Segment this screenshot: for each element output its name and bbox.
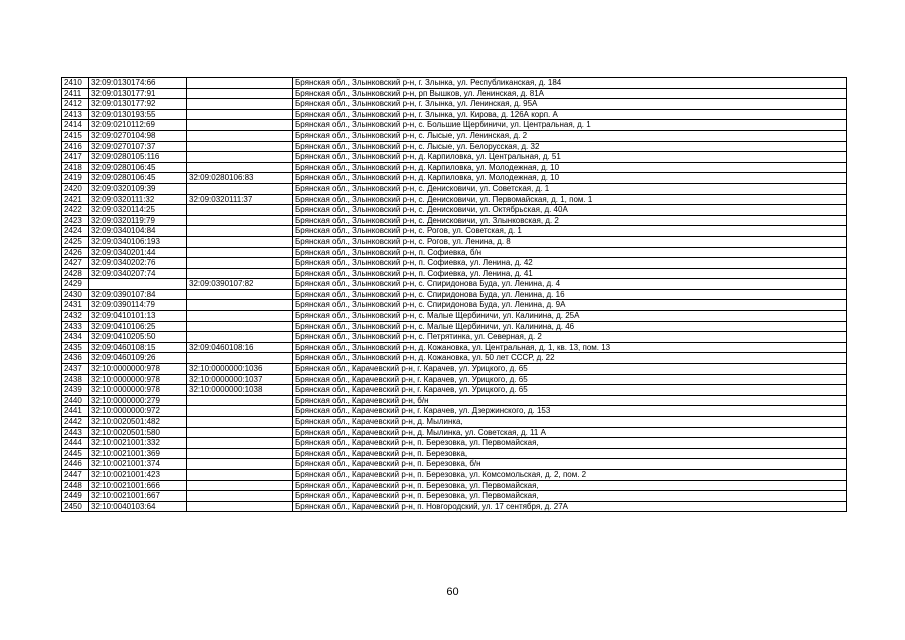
table-row: [62, 162, 847, 173]
cadastral-number-cell: 32:10:0021001:332: [89, 438, 187, 449]
linked-cadastral-number-cell: [187, 258, 293, 269]
row-number-cell: 2427: [62, 258, 89, 269]
table-row: [62, 78, 847, 89]
page-number: 60: [446, 586, 459, 598]
address-cell: Брянская обл., Злынковский р-н, с. Денисковичи, ул. Советская, д. 1: [293, 183, 847, 194]
row-number-cell: 2411: [62, 88, 89, 99]
cadastral-number-cell: 32:09:0390114:79: [89, 300, 187, 311]
row-number-cell: 2444: [62, 438, 89, 449]
address-cell: Брянская обл., Злынковский р-н, г. Злынка, ул. Республиканская, д. 184: [293, 78, 847, 89]
address-cell: Брянская обл., Карачевский р-н, п. Березовка,: [293, 448, 847, 459]
cadastral-number-cell: 32:09:0280105:116: [89, 152, 187, 163]
row-number-cell: 2418: [62, 162, 89, 173]
cadastral-number-cell: 32:09:0460109:26: [89, 353, 187, 364]
cadastral-number-cell: 32:09:0410205:50: [89, 332, 187, 343]
row-number-cell: 2415: [62, 130, 89, 141]
linked-cadastral-number-cell: [187, 152, 293, 163]
linked-cadastral-number-cell: [187, 469, 293, 480]
linked-cadastral-number-cell: [187, 130, 293, 141]
row-number-cell: 2429: [62, 279, 89, 290]
cadastral-number-cell: 32:10:0021001:667: [89, 491, 187, 502]
row-number-cell: 2450: [62, 501, 89, 512]
cadastral-number-cell: 32:09:0390107:84: [89, 289, 187, 300]
address-cell: Брянская обл., Карачевский р-н, г. Карачев, ул. Урицкого, д. 65: [293, 385, 847, 396]
cadastral-number-cell: 32:10:0040103:64: [89, 501, 187, 512]
linked-cadastral-number-cell: [187, 109, 293, 120]
table-row: [62, 385, 847, 396]
address-cell: Брянская обл., Злынковский р-н, п. Софиевка, б/н: [293, 247, 847, 258]
address-cell: Брянская обл., Карачевский р-н, п. Березовка, б/н: [293, 459, 847, 470]
cadastral-number-cell: 32:10:0020501:482: [89, 417, 187, 428]
address-cell: Брянская обл., Злынковский р-н, д. Карпиловка, ул. Молодежная, д. 10: [293, 162, 847, 173]
linked-cadastral-number-cell: [187, 321, 293, 332]
linked-cadastral-number-cell: [187, 120, 293, 131]
address-cell: Брянская обл., Злынковский р-н, г. Злынка, ул. Ленинская, д. 95А: [293, 99, 847, 110]
table-row: [62, 300, 847, 311]
table-row: [62, 279, 847, 290]
cadastral-number-cell: 32:09:0340104:84: [89, 226, 187, 237]
table-row: [62, 141, 847, 152]
table-row: [62, 459, 847, 470]
linked-cadastral-number-cell: [187, 247, 293, 258]
row-number-cell: 2431: [62, 300, 89, 311]
row-number-cell: 2433: [62, 321, 89, 332]
row-number-cell: 2442: [62, 417, 89, 428]
linked-cadastral-number-cell: 32:09:0390107:82: [187, 279, 293, 290]
cadastral-number-cell: 32:10:0000000:978: [89, 364, 187, 375]
table-row: [62, 120, 847, 131]
linked-cadastral-number-cell: [187, 353, 293, 364]
linked-cadastral-number-cell: [187, 226, 293, 237]
cadastral-number-cell: 32:09:0130174:66: [89, 78, 187, 89]
address-cell: Брянская обл., Злынковский р-н, с. Спиридонова Буда, ул. Ленина, д. 4: [293, 279, 847, 290]
address-cell: Брянская обл., Карачевский р-н, г. Карачев, ул. Урицкого, д. 65: [293, 364, 847, 375]
row-number-cell: 2435: [62, 342, 89, 353]
linked-cadastral-number-cell: [187, 501, 293, 512]
linked-cadastral-number-cell: 32:09:0280106:83: [187, 173, 293, 184]
table-row: [62, 88, 847, 99]
row-number-cell: 2416: [62, 141, 89, 152]
address-cell: Брянская обл., Карачевский р-н, п. Березовка, ул. Первомайская,: [293, 438, 847, 449]
table-row: [62, 448, 847, 459]
address-cell: Брянская обл., Злынковский р-н, д. Карпиловка, ул. Центральная, д. 51: [293, 152, 847, 163]
cadastral-number-cell: 32:09:0460108:15: [89, 342, 187, 353]
linked-cadastral-number-cell: 32:10:0000000:1038: [187, 385, 293, 396]
cadastral-number-cell: 32:10:0020501:580: [89, 427, 187, 438]
cadastral-number-cell: 32:10:0000000:978: [89, 374, 187, 385]
address-cell: Брянская обл., Карачевский р-н, п. Новгородский, ул. 17 сентября, д. 27А: [293, 501, 847, 512]
linked-cadastral-number-cell: 32:10:0000000:1037: [187, 374, 293, 385]
row-number-cell: 2439: [62, 385, 89, 396]
cadastral-number-cell: 32:09:0340207:74: [89, 268, 187, 279]
linked-cadastral-number-cell: [187, 162, 293, 173]
address-cell: Брянская обл., Злынковский р-н, рп Вышков, ул. Ленинская, д. 81А: [293, 88, 847, 99]
row-number-cell: 2440: [62, 395, 89, 406]
row-number-cell: 2447: [62, 469, 89, 480]
table-row: [62, 215, 847, 226]
linked-cadastral-number-cell: [187, 395, 293, 406]
cadastral-number-cell: 32:10:0021001:666: [89, 480, 187, 491]
table-row: [62, 501, 847, 512]
address-cell: Брянская обл., Злынковский р-н, г. Злынка, ул. Кирова, д. 126А корп. А: [293, 109, 847, 120]
linked-cadastral-number-cell: [187, 332, 293, 343]
address-cell: Брянская обл., Злынковский р-н, с. Малые Щербиничи, ул. Калинина, д. 46: [293, 321, 847, 332]
table-row: [62, 480, 847, 491]
cadastral-number-cell: 32:10:0000000:972: [89, 406, 187, 417]
row-number-cell: 2432: [62, 311, 89, 322]
address-cell: Брянская обл., Злынковский р-н, с. Малые Щербиничи, ул. Калинина, д. 25А: [293, 311, 847, 322]
table-row: [62, 130, 847, 141]
table-row: [62, 311, 847, 322]
cadastral-number-cell: 32:09:0270104:98: [89, 130, 187, 141]
linked-cadastral-number-cell: 32:09:0320111:37: [187, 194, 293, 205]
table-row: [62, 417, 847, 428]
table-row: [62, 374, 847, 385]
row-number-cell: 2412: [62, 99, 89, 110]
table-row: [62, 332, 847, 343]
linked-cadastral-number-cell: [187, 205, 293, 216]
cadastral-number-cell: 32:09:0320114:25: [89, 205, 187, 216]
linked-cadastral-number-cell: [187, 268, 293, 279]
row-number-cell: 2441: [62, 406, 89, 417]
table-row: [62, 173, 847, 184]
linked-cadastral-number-cell: [187, 99, 293, 110]
linked-cadastral-number-cell: [187, 427, 293, 438]
address-cell: Брянская обл., Карачевский р-н, п. Березовка, ул. Первомайская,: [293, 480, 847, 491]
address-cell: Брянская обл., Злынковский р-н, п. Софиевка, ул. Ленина, д. 42: [293, 258, 847, 269]
linked-cadastral-number-cell: [187, 88, 293, 99]
address-cell: Брянская обл., Злынковский р-н, с. Спиридонова Буда, ул. Ленина, д. 16: [293, 289, 847, 300]
table-row: [62, 152, 847, 163]
row-number-cell: 2413: [62, 109, 89, 120]
linked-cadastral-number-cell: [187, 311, 293, 322]
cadastral-number-cell: 32:09:0410106:25: [89, 321, 187, 332]
cadastral-number-cell: 32:09:0270107:37: [89, 141, 187, 152]
table-row: [62, 406, 847, 417]
row-number-cell: 2425: [62, 236, 89, 247]
registry-table: [61, 77, 847, 512]
cadastral-number-cell: 32:09:0410101:13: [89, 311, 187, 322]
cadastral-number-cell: 32:09:0320109:39: [89, 183, 187, 194]
linked-cadastral-number-cell: [187, 78, 293, 89]
address-cell: Брянская обл., Карачевский р-н, п. Березовка, ул. Комсомольская, д. 2, пом. 2: [293, 469, 847, 480]
row-number-cell: 2423: [62, 215, 89, 226]
linked-cadastral-number-cell: [187, 448, 293, 459]
address-cell: Брянская обл., Карачевский р-н, г. Карачев, ул. Дзержинского, д. 153: [293, 406, 847, 417]
row-number-cell: 2414: [62, 120, 89, 131]
linked-cadastral-number-cell: [187, 417, 293, 428]
table-row: [62, 289, 847, 300]
cadastral-number-cell: 32:09:0340201:44: [89, 247, 187, 258]
row-number-cell: 2438: [62, 374, 89, 385]
row-number-cell: 2417: [62, 152, 89, 163]
table-row: [62, 247, 847, 258]
address-cell: Брянская обл., Карачевский р-н, п. Березовка, ул. Первомайская,: [293, 491, 847, 502]
cadastral-number-cell: 32:09:0130177:92: [89, 99, 187, 110]
linked-cadastral-number-cell: 32:10:0000000:1036: [187, 364, 293, 375]
cadastral-number-cell: 32:10:0021001:369: [89, 448, 187, 459]
cadastral-number-cell: 32:10:0000000:279: [89, 395, 187, 406]
address-cell: Брянская обл., Карачевский р-н, б/н: [293, 395, 847, 406]
table-row: [62, 236, 847, 247]
cadastral-number-cell: 32:09:0320111:32: [89, 194, 187, 205]
address-cell: Брянская обл., Злынковский р-н, с. Спиридонова Буда, ул. Ленина, д. 9А: [293, 300, 847, 311]
linked-cadastral-number-cell: [187, 300, 293, 311]
row-number-cell: 2446: [62, 459, 89, 470]
linked-cadastral-number-cell: [187, 491, 293, 502]
linked-cadastral-number-cell: [187, 459, 293, 470]
linked-cadastral-number-cell: [187, 289, 293, 300]
row-number-cell: 2434: [62, 332, 89, 343]
cadastral-number-cell: 32:10:0000000:978: [89, 385, 187, 396]
row-number-cell: 2419: [62, 173, 89, 184]
address-cell: Брянская обл., Карачевский р-н, д. Мылинка, ул. Советская, д. 11 А: [293, 427, 847, 438]
linked-cadastral-number-cell: [187, 480, 293, 491]
linked-cadastral-number-cell: [187, 183, 293, 194]
row-number-cell: 2426: [62, 247, 89, 258]
linked-cadastral-number-cell: [187, 406, 293, 417]
table-row: [62, 99, 847, 110]
table-row: [62, 205, 847, 216]
cadastral-number-cell: 32:09:0280106:45: [89, 173, 187, 184]
linked-cadastral-number-cell: [187, 438, 293, 449]
row-number-cell: 2430: [62, 289, 89, 300]
table-row: [62, 364, 847, 375]
table-row: [62, 321, 847, 332]
cadastral-number-cell: [89, 279, 187, 290]
row-number-cell: 2410: [62, 78, 89, 89]
address-cell: Брянская обл., Злынковский р-н, д. Кожановка, ул. Центральная, д. 1, кв. 13, пом. 13: [293, 342, 847, 353]
address-cell: Брянская обл., Злынковский р-н, с. Петрятинка, ул. Северная, д. 2: [293, 332, 847, 343]
address-cell: Брянская обл., Злынковский р-н, п. Софиевка, ул. Ленина, д. 41: [293, 268, 847, 279]
cadastral-number-cell: 32:09:0210112:69: [89, 120, 187, 131]
address-cell: Брянская обл., Злынковский р-н, д. Кожановка, ул. 50 лет СССР, д. 22: [293, 353, 847, 364]
cadastral-number-cell: 32:10:0021001:423: [89, 469, 187, 480]
address-cell: Брянская обл., Злынковский р-н, с. Рогов, ул. Советская, д. 1: [293, 226, 847, 237]
cadastral-number-cell: 32:09:0320119:79: [89, 215, 187, 226]
table-row: [62, 183, 847, 194]
cadastral-number-cell: 32:10:0021001:374: [89, 459, 187, 470]
row-number-cell: 2448: [62, 480, 89, 491]
cadastral-number-cell: 32:09:0340202:76: [89, 258, 187, 269]
row-number-cell: 2443: [62, 427, 89, 438]
linked-cadastral-number-cell: [187, 236, 293, 247]
row-number-cell: 2421: [62, 194, 89, 205]
row-number-cell: 2424: [62, 226, 89, 237]
table-row: [62, 395, 847, 406]
linked-cadastral-number-cell: [187, 215, 293, 226]
cadastral-number-cell: 32:09:0340106:193: [89, 236, 187, 247]
table-row: [62, 268, 847, 279]
row-number-cell: 2449: [62, 491, 89, 502]
table-row: [62, 353, 847, 364]
address-cell: Брянская обл., Злынковский р-н, с. Рогов, ул. Ленина, д. 8: [293, 236, 847, 247]
cadastral-number-cell: 32:09:0130177:91: [89, 88, 187, 99]
address-cell: Брянская обл., Злынковский р-н, с. Лысые, ул. Белорусская, д. 32: [293, 141, 847, 152]
row-number-cell: 2428: [62, 268, 89, 279]
registry-table-body: [62, 78, 847, 512]
row-number-cell: 2420: [62, 183, 89, 194]
table-row: [62, 438, 847, 449]
address-cell: Брянская обл., Злынковский р-н, д. Карпиловка, ул. Молодежная, д. 10: [293, 173, 847, 184]
table-row: [62, 226, 847, 237]
table-row: [62, 342, 847, 353]
table-row: [62, 194, 847, 205]
address-cell: Брянская обл., Злынковский р-н, с. Лысые, ул. Ленинская, д. 2: [293, 130, 847, 141]
linked-cadastral-number-cell: 32:09:0460108:16: [187, 342, 293, 353]
table-row: [62, 258, 847, 269]
cadastral-number-cell: 32:09:0130193:55: [89, 109, 187, 120]
cadastral-number-cell: 32:09:0280106:45: [89, 162, 187, 173]
row-number-cell: 2436: [62, 353, 89, 364]
table-row: [62, 469, 847, 480]
address-cell: Брянская обл., Злынковский р-н, с. Денисковичи, ул. Первомайская, д. 1, пом. 1: [293, 194, 847, 205]
address-cell: Брянская обл., Злынковский р-н, с. Денисковичи, ул. Октябрьская, д. 40А: [293, 205, 847, 216]
address-cell: Брянская обл., Карачевский р-н, д. Мылинка,: [293, 417, 847, 428]
address-cell: Брянская обл., Злынковский р-н, с. Денисковичи, ул. Злынковская, д. 2: [293, 215, 847, 226]
row-number-cell: 2437: [62, 364, 89, 375]
row-number-cell: 2445: [62, 448, 89, 459]
address-cell: Брянская обл., Карачевский р-н, г. Карачев, ул. Урицкого, д. 65: [293, 374, 847, 385]
table-row: [62, 109, 847, 120]
table-row: [62, 427, 847, 438]
row-number-cell: 2422: [62, 205, 89, 216]
address-cell: Брянская обл., Злынковский р-н, с. Большие Щербиничи, ул. Центральная, д. 1: [293, 120, 847, 131]
table-row: [62, 491, 847, 502]
linked-cadastral-number-cell: [187, 141, 293, 152]
